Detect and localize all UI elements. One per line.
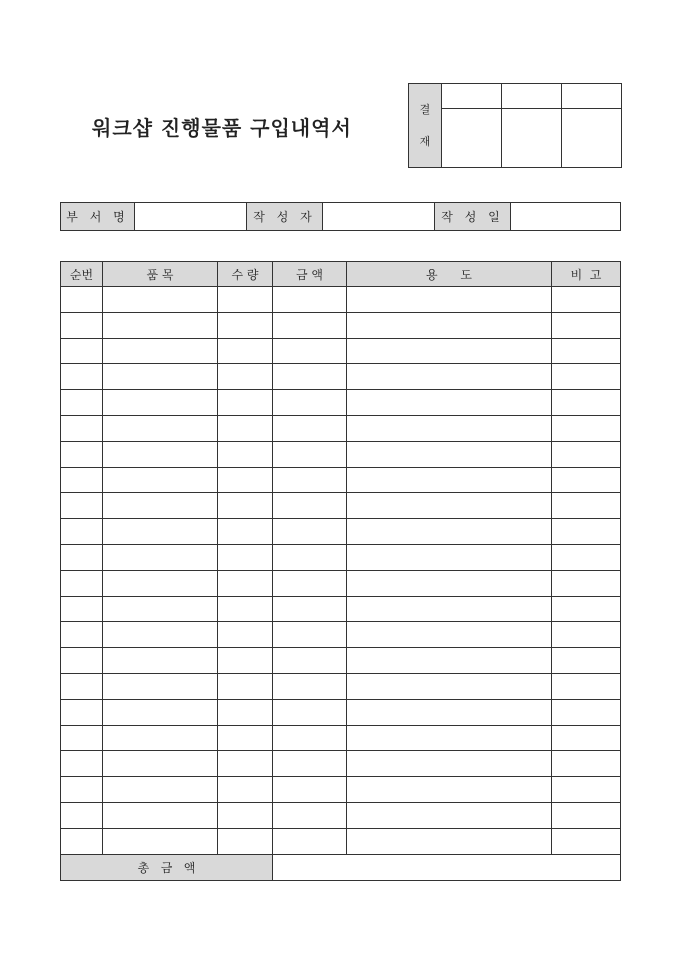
cell-amount[interactable]	[273, 751, 347, 777]
table-row	[61, 519, 621, 545]
cell-no[interactable]	[61, 519, 103, 545]
cell-no[interactable]	[61, 570, 103, 596]
header-no: 순번	[61, 262, 103, 287]
cell-no[interactable]	[61, 699, 103, 725]
cell-usage[interactable]	[347, 519, 552, 545]
cell-note[interactable]	[552, 725, 621, 751]
cell-usage[interactable]	[347, 699, 552, 725]
cell-qty[interactable]	[218, 467, 273, 493]
cell-usage[interactable]	[347, 777, 552, 803]
table-row	[61, 467, 621, 493]
header-usage: 용 도	[347, 262, 552, 287]
cell-no[interactable]	[61, 493, 103, 519]
cell-note[interactable]	[552, 699, 621, 725]
cell-amount[interactable]	[273, 802, 347, 828]
cell-note[interactable]	[552, 441, 621, 467]
cell-note[interactable]	[552, 673, 621, 699]
cell-no[interactable]	[61, 596, 103, 622]
approval-label-bottom: 재	[419, 134, 431, 148]
cell-item[interactable]	[103, 441, 218, 467]
cell-item[interactable]	[103, 648, 218, 674]
table-row	[61, 312, 621, 338]
cell-item[interactable]	[103, 287, 218, 313]
cell-amount[interactable]	[273, 467, 347, 493]
cell-usage[interactable]	[347, 544, 552, 570]
table-row	[61, 751, 621, 777]
table-row	[61, 441, 621, 467]
cell-amount[interactable]	[273, 519, 347, 545]
header-item: 품 목	[103, 262, 218, 287]
approval-sign-cell-2[interactable]	[502, 109, 562, 168]
table-row	[61, 622, 621, 648]
cell-note[interactable]	[552, 777, 621, 803]
cell-qty[interactable]	[218, 390, 273, 416]
cell-item[interactable]	[103, 673, 218, 699]
table-row	[61, 544, 621, 570]
cell-amount[interactable]	[273, 544, 347, 570]
cell-note[interactable]	[552, 596, 621, 622]
cell-qty[interactable]	[218, 699, 273, 725]
cell-no[interactable]	[61, 751, 103, 777]
cell-note[interactable]	[552, 467, 621, 493]
cell-item[interactable]	[103, 312, 218, 338]
items-table	[60, 261, 621, 881]
cell-amount[interactable]	[273, 777, 347, 803]
cell-no[interactable]	[61, 467, 103, 493]
cell-note[interactable]	[552, 493, 621, 519]
approval-title-cell-2	[502, 84, 562, 109]
cell-usage[interactable]	[347, 648, 552, 674]
writer-field[interactable]	[323, 203, 435, 231]
cell-note[interactable]	[552, 519, 621, 545]
cell-item[interactable]	[103, 415, 218, 441]
cell-qty[interactable]	[218, 570, 273, 596]
cell-no[interactable]	[61, 777, 103, 803]
cell-amount[interactable]	[273, 287, 347, 313]
cell-usage[interactable]	[347, 467, 552, 493]
cell-item[interactable]	[103, 544, 218, 570]
cell-amount[interactable]	[273, 390, 347, 416]
cell-qty[interactable]	[218, 415, 273, 441]
cell-usage[interactable]	[347, 390, 552, 416]
cell-item[interactable]	[103, 390, 218, 416]
document-title: 워크샵 진행물품 구입내역서	[92, 116, 352, 140]
cell-note[interactable]	[552, 648, 621, 674]
cell-item[interactable]	[103, 699, 218, 725]
cell-qty[interactable]	[218, 287, 273, 313]
cell-no[interactable]	[61, 312, 103, 338]
cell-qty[interactable]	[218, 777, 273, 803]
cell-qty[interactable]	[218, 648, 273, 674]
cell-note[interactable]	[552, 312, 621, 338]
cell-item[interactable]	[103, 570, 218, 596]
cell-usage[interactable]	[347, 596, 552, 622]
cell-qty[interactable]	[218, 493, 273, 519]
cell-usage[interactable]	[347, 622, 552, 648]
header-amount: 금 액	[273, 262, 347, 287]
cell-amount[interactable]	[273, 338, 347, 364]
cell-note[interactable]	[552, 622, 621, 648]
cell-qty[interactable]	[218, 751, 273, 777]
cell-no[interactable]	[61, 828, 103, 854]
cell-usage[interactable]	[347, 338, 552, 364]
cell-no[interactable]	[61, 364, 103, 390]
table-row	[61, 570, 621, 596]
cell-no[interactable]	[61, 673, 103, 699]
cell-amount[interactable]	[273, 415, 347, 441]
cell-usage[interactable]	[347, 673, 552, 699]
cell-no[interactable]	[61, 725, 103, 751]
cell-item[interactable]	[103, 777, 218, 803]
cell-usage[interactable]	[347, 802, 552, 828]
table-row	[61, 415, 621, 441]
cell-qty[interactable]	[218, 441, 273, 467]
cell-amount[interactable]	[273, 725, 347, 751]
dept-label: 부 서 명	[61, 203, 135, 231]
cell-item[interactable]	[103, 493, 218, 519]
table-row	[61, 725, 621, 751]
cell-qty[interactable]	[218, 312, 273, 338]
approval-sign-cell-3[interactable]	[562, 109, 622, 168]
item-rows	[61, 287, 621, 855]
cell-note[interactable]	[552, 390, 621, 416]
cell-usage[interactable]	[347, 441, 552, 467]
table-row	[61, 828, 621, 854]
cell-usage[interactable]	[347, 493, 552, 519]
cell-item[interactable]	[103, 596, 218, 622]
cell-no[interactable]	[61, 802, 103, 828]
cell-usage[interactable]	[347, 570, 552, 596]
table-row	[61, 364, 621, 390]
approval-box	[408, 83, 622, 168]
cell-qty[interactable]	[218, 338, 273, 364]
approval-title-cell-3	[562, 84, 622, 109]
table-row	[61, 802, 621, 828]
date-label: 작 성 일	[435, 203, 511, 231]
approval-title-cell-1	[442, 84, 502, 109]
cell-no[interactable]	[61, 390, 103, 416]
cell-no[interactable]	[61, 415, 103, 441]
cell-no[interactable]	[61, 441, 103, 467]
cell-note[interactable]	[552, 802, 621, 828]
table-row	[61, 648, 621, 674]
table-row	[61, 493, 621, 519]
approval-label-top: 결	[419, 102, 431, 116]
cell-no[interactable]	[61, 338, 103, 364]
cell-amount[interactable]	[273, 673, 347, 699]
info-table	[60, 202, 621, 231]
cell-qty[interactable]	[218, 828, 273, 854]
cell-usage[interactable]	[347, 751, 552, 777]
cell-amount[interactable]	[273, 312, 347, 338]
date-field[interactable]	[511, 203, 621, 231]
cell-qty[interactable]	[218, 622, 273, 648]
cell-qty[interactable]	[218, 802, 273, 828]
cell-qty[interactable]	[218, 596, 273, 622]
cell-item[interactable]	[103, 828, 218, 854]
approval-label	[409, 84, 442, 168]
cell-item[interactable]	[103, 622, 218, 648]
cell-no[interactable]	[61, 544, 103, 570]
dept-field[interactable]	[135, 203, 247, 231]
cell-usage[interactable]	[347, 725, 552, 751]
cell-no[interactable]	[61, 622, 103, 648]
cell-note[interactable]	[552, 828, 621, 854]
cell-item[interactable]	[103, 338, 218, 364]
cell-note[interactable]	[552, 415, 621, 441]
cell-note[interactable]	[552, 364, 621, 390]
table-row	[61, 390, 621, 416]
cell-qty[interactable]	[218, 364, 273, 390]
table-row	[61, 596, 621, 622]
table-row	[61, 777, 621, 803]
writer-label: 작 성 자	[247, 203, 323, 231]
cell-item[interactable]	[103, 802, 218, 828]
cell-qty[interactable]	[218, 673, 273, 699]
total-amount-field[interactable]	[273, 854, 621, 880]
table-row	[61, 338, 621, 364]
cell-usage[interactable]	[347, 415, 552, 441]
cell-qty[interactable]	[218, 544, 273, 570]
cell-amount[interactable]	[273, 493, 347, 519]
header-note: 비 고	[552, 262, 621, 287]
table-row	[61, 287, 621, 313]
cell-usage[interactable]	[347, 828, 552, 854]
cell-note[interactable]	[552, 338, 621, 364]
cell-item[interactable]	[103, 519, 218, 545]
cell-amount[interactable]	[273, 828, 347, 854]
cell-usage[interactable]	[347, 287, 552, 313]
cell-amount[interactable]	[273, 570, 347, 596]
cell-qty[interactable]	[218, 725, 273, 751]
cell-item[interactable]	[103, 364, 218, 390]
cell-amount[interactable]	[273, 699, 347, 725]
table-row	[61, 699, 621, 725]
approval-sign-cell-1[interactable]	[442, 109, 502, 168]
cell-item[interactable]	[103, 467, 218, 493]
cell-amount[interactable]	[273, 596, 347, 622]
total-label: 총 금 액	[61, 854, 273, 880]
cell-amount[interactable]	[273, 622, 347, 648]
cell-no[interactable]	[61, 287, 103, 313]
cell-note[interactable]	[552, 570, 621, 596]
cell-item[interactable]	[103, 725, 218, 751]
cell-usage[interactable]	[347, 312, 552, 338]
cell-amount[interactable]	[273, 648, 347, 674]
cell-qty[interactable]	[218, 519, 273, 545]
cell-usage[interactable]	[347, 364, 552, 390]
cell-note[interactable]	[552, 751, 621, 777]
cell-amount[interactable]	[273, 364, 347, 390]
cell-amount[interactable]	[273, 441, 347, 467]
cell-note[interactable]	[552, 544, 621, 570]
cell-note[interactable]	[552, 287, 621, 313]
cell-item[interactable]	[103, 751, 218, 777]
table-row	[61, 673, 621, 699]
header-qty: 수 량	[218, 262, 273, 287]
cell-no[interactable]	[61, 648, 103, 674]
